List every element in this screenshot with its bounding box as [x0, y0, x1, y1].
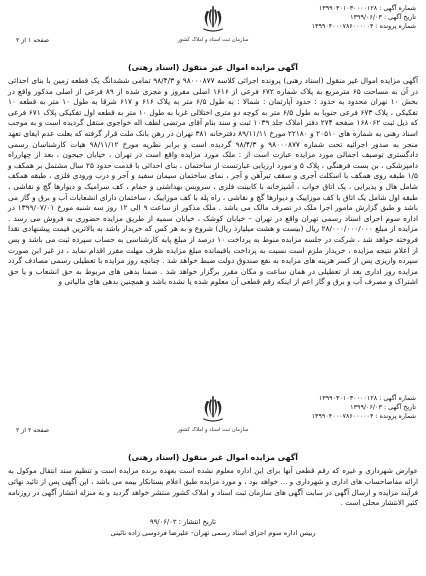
notice-header [8, 0, 418, 62]
publish-date: تاریخ انتشار : ۹۹/۰۶/۰۳ [149, 518, 217, 527]
emblem-icon [198, 393, 228, 425]
ad-date-label: تاریخ آگهی : [383, 403, 416, 411]
case-number: ۱۳۹۹۰۴۰۰۰۷۸۶۰۰۰۰۰۴ [311, 22, 374, 30]
ad-date-row [312, 403, 416, 412]
organization-name: سازمان ثبت اسناد و املاک کشور [177, 427, 249, 433]
case-number-label: شماره پرونده : [375, 22, 416, 30]
signature-line: رییس اداره سوم اجرای اسناد رسمی تهران- علیرضا فردوسی زاده نائینی [110, 529, 316, 538]
page-number: صفحه ۱ از ۲ [16, 37, 49, 44]
ad-date-row [312, 13, 416, 22]
ad-number-row [312, 394, 416, 403]
notice-title: آگهی مزایده اموال غیر منقول (اسناد رهنی) [128, 63, 298, 72]
ad-number: ۱۳۹۹۰۳۰۱۰۳۰۰۰۰۱۲۸ [318, 4, 378, 12]
case-number-row [312, 22, 416, 31]
ad-number-label: شماره آگهی : [379, 394, 416, 402]
notice-body: آگهی مزایده اموال غیر منقول (اسناد رهنی) پرونده اجرائی کلاسه ۹۸۰۰۰۸۷۷ و ۹۸/۴/۳ تمامی ششدانگ یک قطعه زمین با بنای احداثی در آن به مساحت ۶۵ مترمربع به پلاک شماره ۶۷۲ فرعی از ۱۶۱۶ اصلی مفروز و مجزی شده از ۸۹ فرعی از اصلی مذکور واقع در بخش ۱۰ تهران محدود به حدود : حدود آپارتمان : شمالا : به طول ۶/۵ متر به پلاک ۶۱۶ و ۶۱۷ شرقا به طول ۱۰ متر به قطعه ۱۰ تفکیکی ، پلاک ۶۷۳ فرعی جنوبا به طول ۶/۵ متر به کوچه دو متری اختلالی غربا به طول ۱۰ متر به قطعه اول تفکیکی پلاک ۶۷۱ فرعی که ذیل ثبت ۱۶۸۰۶۲ صفحه ۲۷۴ دفتر املاک جلد ۱۰۳۹ ثبت و سند بنام آقای مرتضی لطف اله خواجوی منتقل گردیده است و به موجب اسناد رهنی به شماره های ۲۰۵۱۰ و ۲۲۱۸۰ مورخ ۸۹/۱۱/۱۱ دفترخانه ۳۸۱ تهران در رهن بانک ملت قرار گرفته که بعلت عدم ایفای تعهد منجر به صدور اجرائیه تحت شماره ۹۸۰۰۰۸۷۷ و ۹۸/۴/۳ گردیده است و برابر نظریه مورخ ۹۸/۱۱/۱۲ هیات کارشناسان رسمی دادگستری توصیف اجمالی مورد مزایده عبارت است از : ملک مورد مزایده واقع است در تهران ، خیابان جیحون ، بعد از چهارراه دامپزشکی ، بن بست فرهنگی ، پلاک ۵ و مورد ارزیابی عبارتست از ساختمان ، بنای احداثی با قدمت حدود ۲۵ سال مشتمل بر همکف و ۱/۵ طبقه روی همکف با اسکلت آجری و سقف تیرآهن و آجر ، نمای ساختمان سیمان سفید و آجر و درب ورودی فلزی ، طبقه همکف شامل هال و پذیرایی ، یک اتاق خواب ، آشپزخانه با کابینت فلزی ، سرویس بهداشتی و حمام ، کف سرامیک و دیوارها گچ و نقاشی ، طبقه اول شامل یک اتاق با کف موزاییک و دیوارها گچ و نقاشی ، راه پله با کف موزاییک ، ساختمان دارای انشعابات آب و برق و گاز می باشد و طبق گزارش مامور اجرا ملک در تصرف مالک می باشد . ملک مذکور از ساعت ۹ الی ۱۲ روز سه شنبه مورخ ۱۳۹۹/۰۷/۰۱ در اداره سوم اجرای اسناد رسمی تهران واقع در تهران – خیابان کوشک ، خیابان سمیه از طریق مزایده حضوری به فروش می رسد . مزایده از مبلغ ۲۸/۰۰۰/۰۰۰/۰۰۰ ریال (بیست و هشت میلیارد ریال) شروع و به هر کس که خریدار باشد به بالاترین قیمت پیشنهادی نقدا فروخته خواهد شد ، شرکت در جلسه مزایده منوط به پرداخت ۱۰ درصد از مبلغ پایه کارشناسی به حساب سپرده ثبت می باشد و پس از اعلام نتیجه مزایده ، خریدار ملزم است نسبت به پرداخت باقیمانده مبلغ مزایده ظرف مهلت مقرر اقدام نماید ، در غیر این صورت سپرده واریزی پس از کسر هزینه های مزایده به نفع صندوق دولت ضبط خواهد شد . چنانچه روز مزایده با تعطیلی رسمی مصادف گردد مزایده روز اداری بعد از تعطیلی در همان ساعت و مکان مقرر برگزار خواهد شد . ضمنا بدهی های مربوط به حق انشعاب و یا حق اشتراک و مصرف آب و برق و گاز اعم از اینکه رقم قطعی آن معلوم شده یا نشده باشد و همچنین بدهی های مالیاتی و [8, 76, 419, 287]
notice-header [8, 390, 418, 452]
ad-number: ۱۳۹۹۰۳۰۱۰۳۰۰۰۰۱۲۸ [318, 394, 378, 402]
case-number: ۱۳۹۹۰۴۰۰۰۷۸۶۰۰۰۰۰۴ [311, 412, 374, 420]
notice-body: عوارض شهرداری و غیره که رقم قطعی آنها برای این اداره معلوم نشده است بعهده برنده مزایده است و تنظیم سند انتقال موکول به ارائه مفاصاحساب های اداری و شهرداری و ... خواهد بود ، و مورد مزایده طبق اعلام بستانکار بیمه می باشد ، این آگهی پس از تائید نهائی فرآیند مزایده و ارسال آگهی در سایت آگهی های سازمان ثبت اسناد و املاک کشور منتشر خواهد گردید و به منزله انتشار آگهی در روزنامه کثیر الانتشار محلی است . [8, 466, 418, 508]
notice-meta [312, 394, 416, 421]
organization-logo [158, 3, 268, 44]
ad-date: ۱۳۹۹/۰۶/۰۳ [350, 13, 382, 21]
ad-number-row [312, 4, 416, 13]
case-number-row [312, 412, 416, 421]
ad-date-label: تاریخ آگهی : [383, 13, 416, 21]
page-number: صفحه ۲ از ۲ [16, 427, 49, 434]
notice-title: آگهی مزایده اموال غیر منقول (اسناد رهنی) [128, 453, 298, 462]
organization-name: سازمان ثبت اسناد و املاک کشور [177, 37, 249, 43]
case-number-label: شماره پرونده : [375, 412, 416, 420]
ad-number-label: شماره آگهی : [379, 4, 416, 12]
ad-date: ۱۳۹۹/۰۶/۰۳ [350, 403, 382, 411]
notice-footer [8, 517, 418, 539]
notice-meta [312, 4, 416, 31]
organization-logo [158, 393, 268, 434]
emblem-icon [198, 3, 228, 35]
notice-page-2 [0, 390, 426, 539]
